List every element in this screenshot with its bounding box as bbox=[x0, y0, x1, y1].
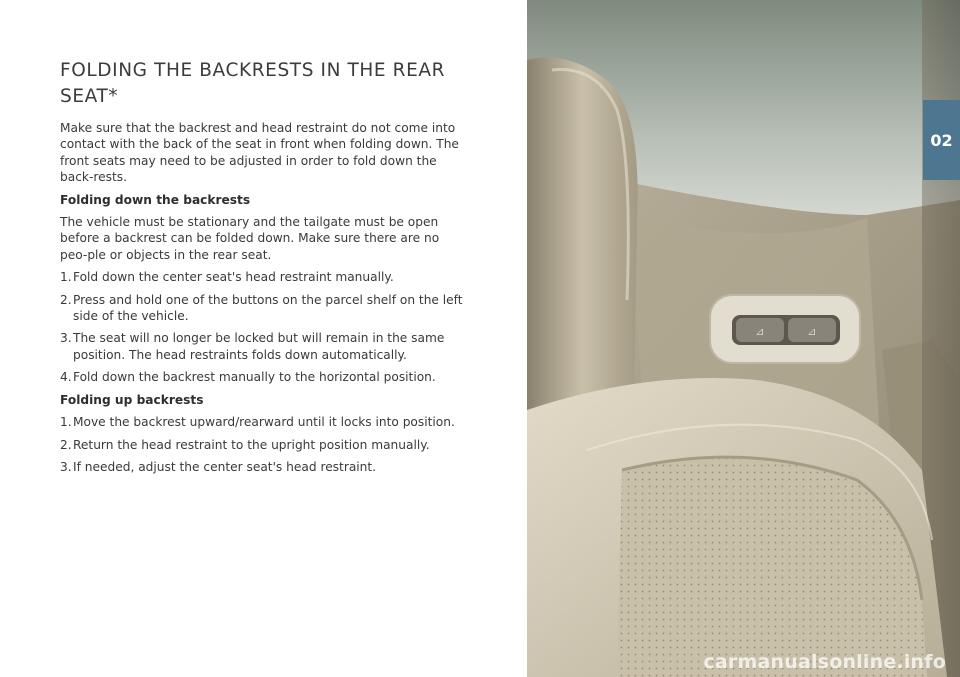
step-text: Move the backrest upward/rearward until it locks into position. bbox=[73, 415, 455, 430]
step-number: 2. bbox=[60, 437, 72, 452]
step-text: Return the head restraint to the upright position manually. bbox=[73, 437, 430, 452]
chapter-tab[interactable]: 02 bbox=[923, 100, 960, 180]
rear-seat-photo bbox=[527, 0, 960, 677]
intro-paragraph: Make sure that the backrest and head restraint do not come into contact with the back of the seat in front when folding down. The front seats may need to be adjusted in order to fold down the back-rests. bbox=[60, 121, 459, 185]
folding-down-intro: The vehicle must be stationary and the tailgate must be open before a backrest can be folded down. Make sure there are no peo-ple or objects in the rear seat. bbox=[60, 215, 440, 262]
list-item bbox=[60, 459, 470, 475]
step-text: The seat will no longer be locked but will remain in the same position. The head restraints folds down automatically. bbox=[73, 331, 445, 362]
list-item bbox=[60, 437, 470, 453]
svg-text:⊿: ⊿ bbox=[807, 325, 817, 338]
step-text: Fold down the center seat's head restraint manually. bbox=[73, 270, 394, 285]
list-item bbox=[60, 369, 470, 385]
step-number: 3. bbox=[60, 331, 72, 346]
parcel-shelf-button-housing bbox=[710, 295, 860, 363]
step-number: 1. bbox=[60, 415, 72, 430]
list-item bbox=[60, 414, 470, 430]
folding-up-steps bbox=[60, 414, 470, 475]
step-number: 3. bbox=[60, 459, 72, 474]
svg-text:⊿: ⊿ bbox=[755, 325, 765, 338]
step-number: 1. bbox=[60, 270, 72, 285]
folding-down-heading: Folding down the backrests bbox=[60, 192, 251, 207]
step-text: Press and hold one of the buttons on the parcel shelf on the left side of the vehicle. bbox=[73, 292, 463, 324]
list-item bbox=[60, 330, 470, 363]
step-text: Fold down the backrest manually to the horizontal position. bbox=[73, 370, 436, 385]
list-item bbox=[60, 292, 470, 325]
folding-down-steps bbox=[60, 269, 470, 385]
step-text: If needed, adjust the center seat's head restraint. bbox=[73, 459, 377, 474]
watermark-text: carmanualsonline.info bbox=[703, 651, 946, 673]
rear-seat-illustration bbox=[527, 0, 960, 677]
step-number: 4. bbox=[60, 370, 72, 385]
folding-up-heading: Folding up backrests bbox=[60, 392, 204, 407]
list-item bbox=[60, 269, 470, 285]
step-number: 2. bbox=[60, 292, 72, 307]
page-title: FOLDING THE BACKRESTS IN THE REAR SEAT* bbox=[60, 60, 446, 107]
text-column bbox=[60, 58, 470, 481]
